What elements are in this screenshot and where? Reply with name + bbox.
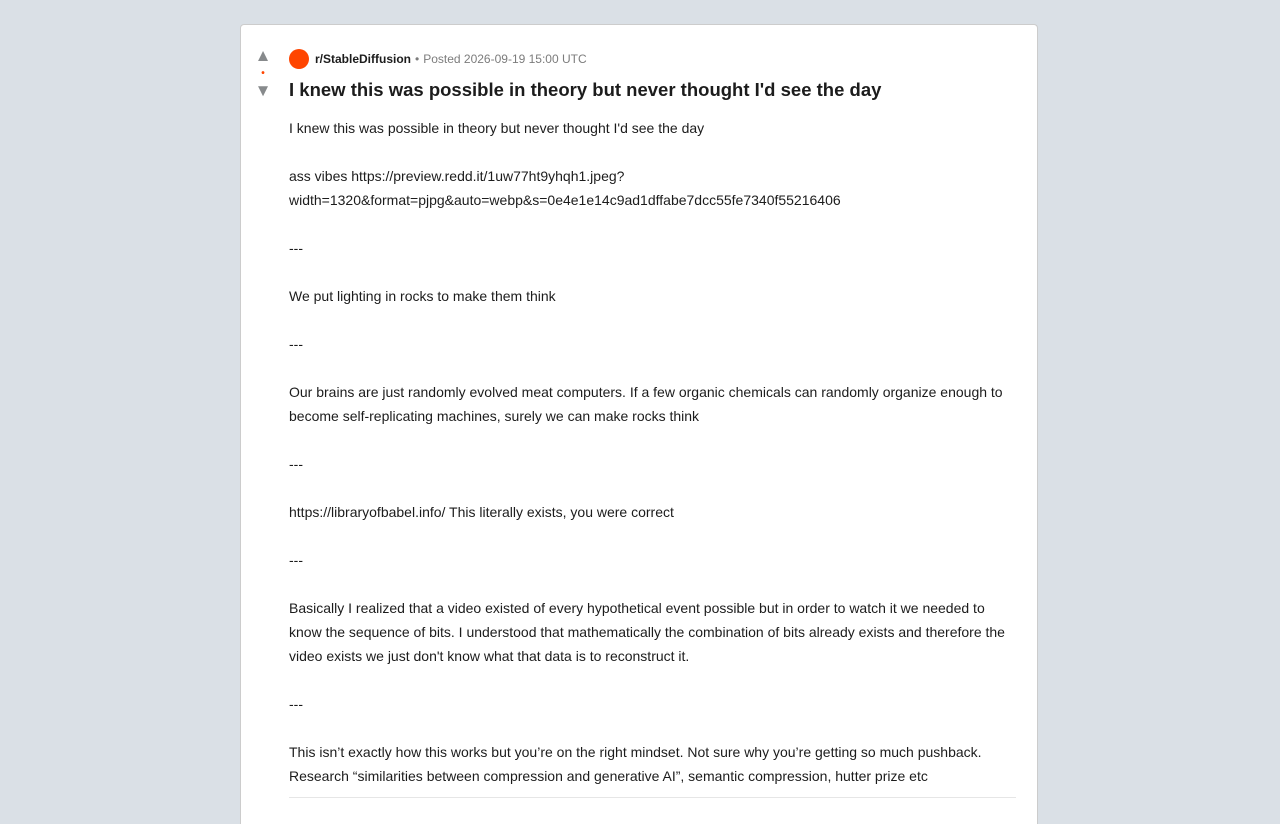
post-paragraph: We put lighting in rocks to make them think [289, 288, 556, 304]
post-paragraph-link: https://libraryofbabel.info/ This literally exists, you were correct [289, 504, 674, 520]
post-separator: --- [289, 552, 303, 568]
post-title[interactable]: I knew this was possible in theory but never thought I'd see the day [289, 79, 882, 100]
post-card [240, 24, 1038, 824]
post-paragraph-link: ass vibes https://preview.redd.it/1uw77ht9yhqh1.jpeg? width=1320&format=pjpg&auto=webp&s=0e4e1e14c9ad1dffabe7dcc55fe7340f55216406 [289, 168, 841, 208]
post-separator: --- [289, 336, 303, 352]
post-paragraph: Our brains are just randomly evolved meat computers. If a few organic chemicals can randomly organize enough to become self-replicating machines, surely we can make rocks think [289, 384, 1003, 424]
upvote-icon[interactable]: ▲ [254, 46, 272, 65]
post-paragraph: I knew this was possible in theory but never thought I'd see the day [289, 120, 705, 136]
post-separator: --- [289, 456, 303, 472]
post-body [289, 116, 1016, 788]
post-paragraph: Basically I realized that a video existed of every hypothetical event possible but in order to watch it we needed to know the sequence of bits. I understood that mathematically the combination of bits already exists and therefore the video exists we just don't know what that data is to reconstruct it. [289, 600, 1005, 664]
subreddit-icon[interactable] [289, 49, 309, 69]
vote-score: • [261, 68, 265, 79]
post-separator: --- [289, 240, 303, 256]
post-content [289, 49, 1016, 812]
post-meta [289, 49, 1016, 69]
meta-separator: • [415, 52, 420, 66]
downvote-icon[interactable]: ▼ [254, 81, 272, 100]
post-paragraph: This isn’t exactly how this works but you’re on the right mindset. Not sure why you’re getting so much pushback. Research “similarities between compression and generative AI”, semantic compression, hutter prize etc [289, 744, 982, 784]
post-divider [289, 797, 1016, 798]
post-separator: --- [289, 696, 303, 712]
subreddit-link[interactable]: r/StableDiffusion [315, 52, 412, 66]
post-timestamp: Posted 2026-09-19 15:00 UTC [423, 52, 587, 66]
vote-column [241, 47, 285, 100]
